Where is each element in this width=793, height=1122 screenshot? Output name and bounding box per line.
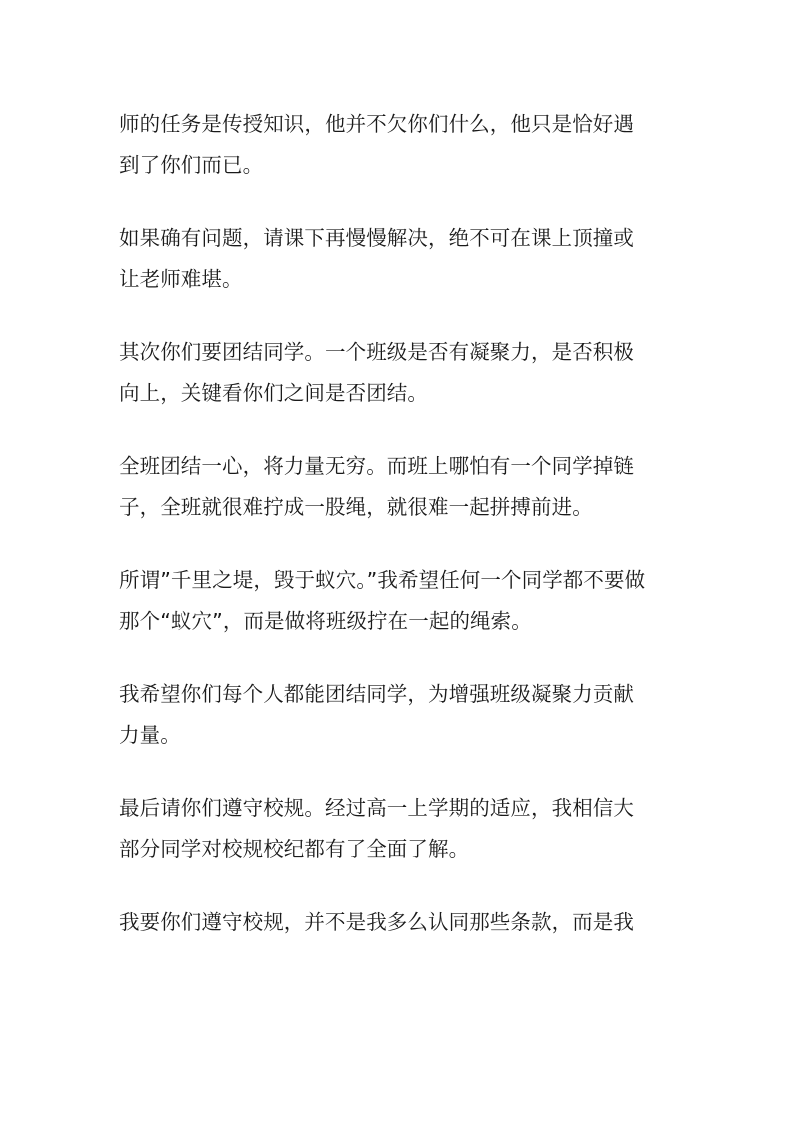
paragraph-line: 让老师难堪。 bbox=[119, 267, 243, 291]
paragraph-6 bbox=[119, 674, 679, 756]
paragraph-line: 全班团结一心，将力量无穷。而班上哪怕有一个同学掉链 bbox=[119, 454, 634, 478]
paragraph-line: 所谓”千里之堤，毁于蚁穴。”我希望任何一个同学都不要做 bbox=[119, 568, 646, 592]
paragraph-line: 我要你们遵守校规，并不是我多么认同那些条款，而是我 bbox=[119, 910, 634, 934]
paragraph-3 bbox=[119, 332, 679, 414]
paragraph-line: 到了你们而已。 bbox=[119, 153, 264, 177]
paragraph-line: 师的任务是传授知识，他并不欠你们什么，他只是恰好遇 bbox=[119, 112, 634, 136]
paragraph-line: 最后请你们遵守校规。经过高一上学期的适应，我相信大 bbox=[119, 796, 634, 820]
paragraph-line: 我希望你们每个人都能团结同学，为增强班级凝聚力贡献 bbox=[119, 682, 634, 706]
document-body bbox=[119, 104, 679, 975]
paragraph-5 bbox=[119, 560, 679, 642]
paragraph-line: 向上，关键看你们之间是否团结。 bbox=[119, 381, 428, 405]
paragraph-2 bbox=[119, 218, 679, 300]
paragraph-1 bbox=[119, 104, 679, 186]
paragraph-line: 如果确有问题，请课下再慢慢解决，绝不可在课上顶撞或 bbox=[119, 226, 634, 250]
paragraph-7 bbox=[119, 788, 679, 870]
paragraph-4 bbox=[119, 446, 679, 528]
paragraph-line: 那个“蚁穴”，而是做将班级拧在一起的绳索。 bbox=[119, 609, 532, 633]
paragraph-line: 力量。 bbox=[119, 723, 181, 747]
paragraph-line: 子，全班就很难拧成一股绳，就很难一起拼搏前进。 bbox=[119, 495, 593, 519]
paragraph-8 bbox=[119, 902, 679, 943]
paragraph-line: 部分同学对校规校纪都有了全面了解。 bbox=[119, 837, 470, 861]
paragraph-line: 其次你们要团结同学。一个班级是否有凝聚力，是否积极 bbox=[119, 340, 634, 364]
